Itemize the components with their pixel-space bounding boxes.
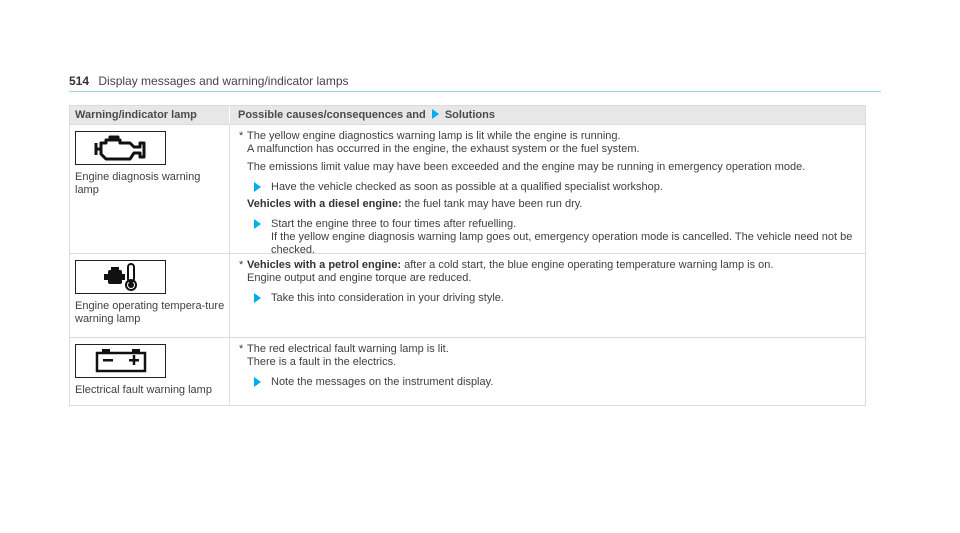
lamp-label: Electrical fault warning lamp [75, 384, 212, 396]
step-text: Have the vehicle checked as soon as possible at a qualified specialist workshop. [271, 181, 663, 193]
lamp-cell [70, 125, 230, 253]
causes-cell [230, 125, 865, 256]
solution-step [254, 181, 857, 194]
step-arrow-icon [254, 219, 261, 229]
lamp-cell [70, 338, 230, 405]
step-text: Note the messages on the instrument display. [271, 376, 494, 388]
table-row [70, 124, 865, 256]
step-arrow-icon [254, 377, 261, 387]
footnote-star: * [239, 259, 244, 271]
solution-step [254, 218, 857, 257]
cause-text: The red electrical fault warning lamp is lit. [247, 343, 449, 355]
step-text: Take this into consideration in your driving style. [271, 292, 504, 304]
table-row [70, 337, 865, 405]
table-row [70, 253, 865, 337]
cause-text: The yellow engine diagnostics warning lamp is lit while the engine is running. [247, 130, 621, 142]
cause-paragraph [239, 130, 857, 156]
cause-text: There is a fault in the electrics. [247, 356, 397, 368]
cause-paragraph [239, 343, 857, 369]
arrow-icon [432, 109, 439, 119]
causes-cell [230, 254, 865, 337]
header-rule [69, 91, 881, 92]
cause-text: A malfunction has occurred in the engine, the exhaust system or the fuel system. [247, 143, 640, 155]
petrol-label: Vehicles with a petrol engine: [247, 259, 402, 271]
footnote-star: * [239, 130, 244, 142]
step-arrow-icon [254, 182, 261, 192]
diesel-text: the fuel tank may have been run dry. [404, 198, 583, 210]
diesel-label: Vehicles with a diesel engine: [247, 198, 402, 210]
column-header-causes [230, 106, 865, 124]
engine-temperature-icon [75, 260, 166, 294]
cause-text: The emissions limit value may have been exceeded and the engine may be running in emergency operation mode. [247, 161, 806, 173]
lamp-label: Engine diagnosis warning lamp [75, 171, 201, 196]
column-header-solutions-text: Solutions [444, 109, 495, 121]
solution-step [254, 292, 857, 305]
step-arrow-icon [254, 293, 261, 303]
footnote-star: * [239, 343, 244, 355]
page-header [69, 74, 349, 88]
step-text: Start the engine three to four times after refuelling. [271, 218, 517, 230]
battery-icon [75, 344, 166, 378]
engine-diagnosis-icon [75, 131, 166, 165]
page-title: Display messages and warning/indicator lamps [98, 74, 349, 88]
lamp-cell [70, 254, 230, 337]
column-header-causes-text: Possible causes/consequences and [238, 109, 426, 121]
step-text: If the yellow engine diagnosis warning lamp goes out, emergency operation mode is cancelled. The vehicle need not be checked. [271, 231, 853, 256]
table-header [70, 106, 865, 124]
cause-text: Engine output and engine torque are reduced. [247, 272, 472, 284]
warning-lamp-table [69, 105, 866, 406]
lamp-label: Engine operating tempera-ture warning lamp [75, 300, 225, 325]
solution-step [254, 376, 857, 389]
column-header-lamp: Warning/indicator lamp [70, 106, 230, 124]
cause-text: after a cold start, the blue engine operating temperature warning lamp is on. [404, 259, 774, 271]
page-number: 514 [69, 74, 90, 88]
diesel-note [239, 198, 857, 211]
causes-cell [230, 338, 865, 405]
cause-paragraph [239, 259, 857, 285]
